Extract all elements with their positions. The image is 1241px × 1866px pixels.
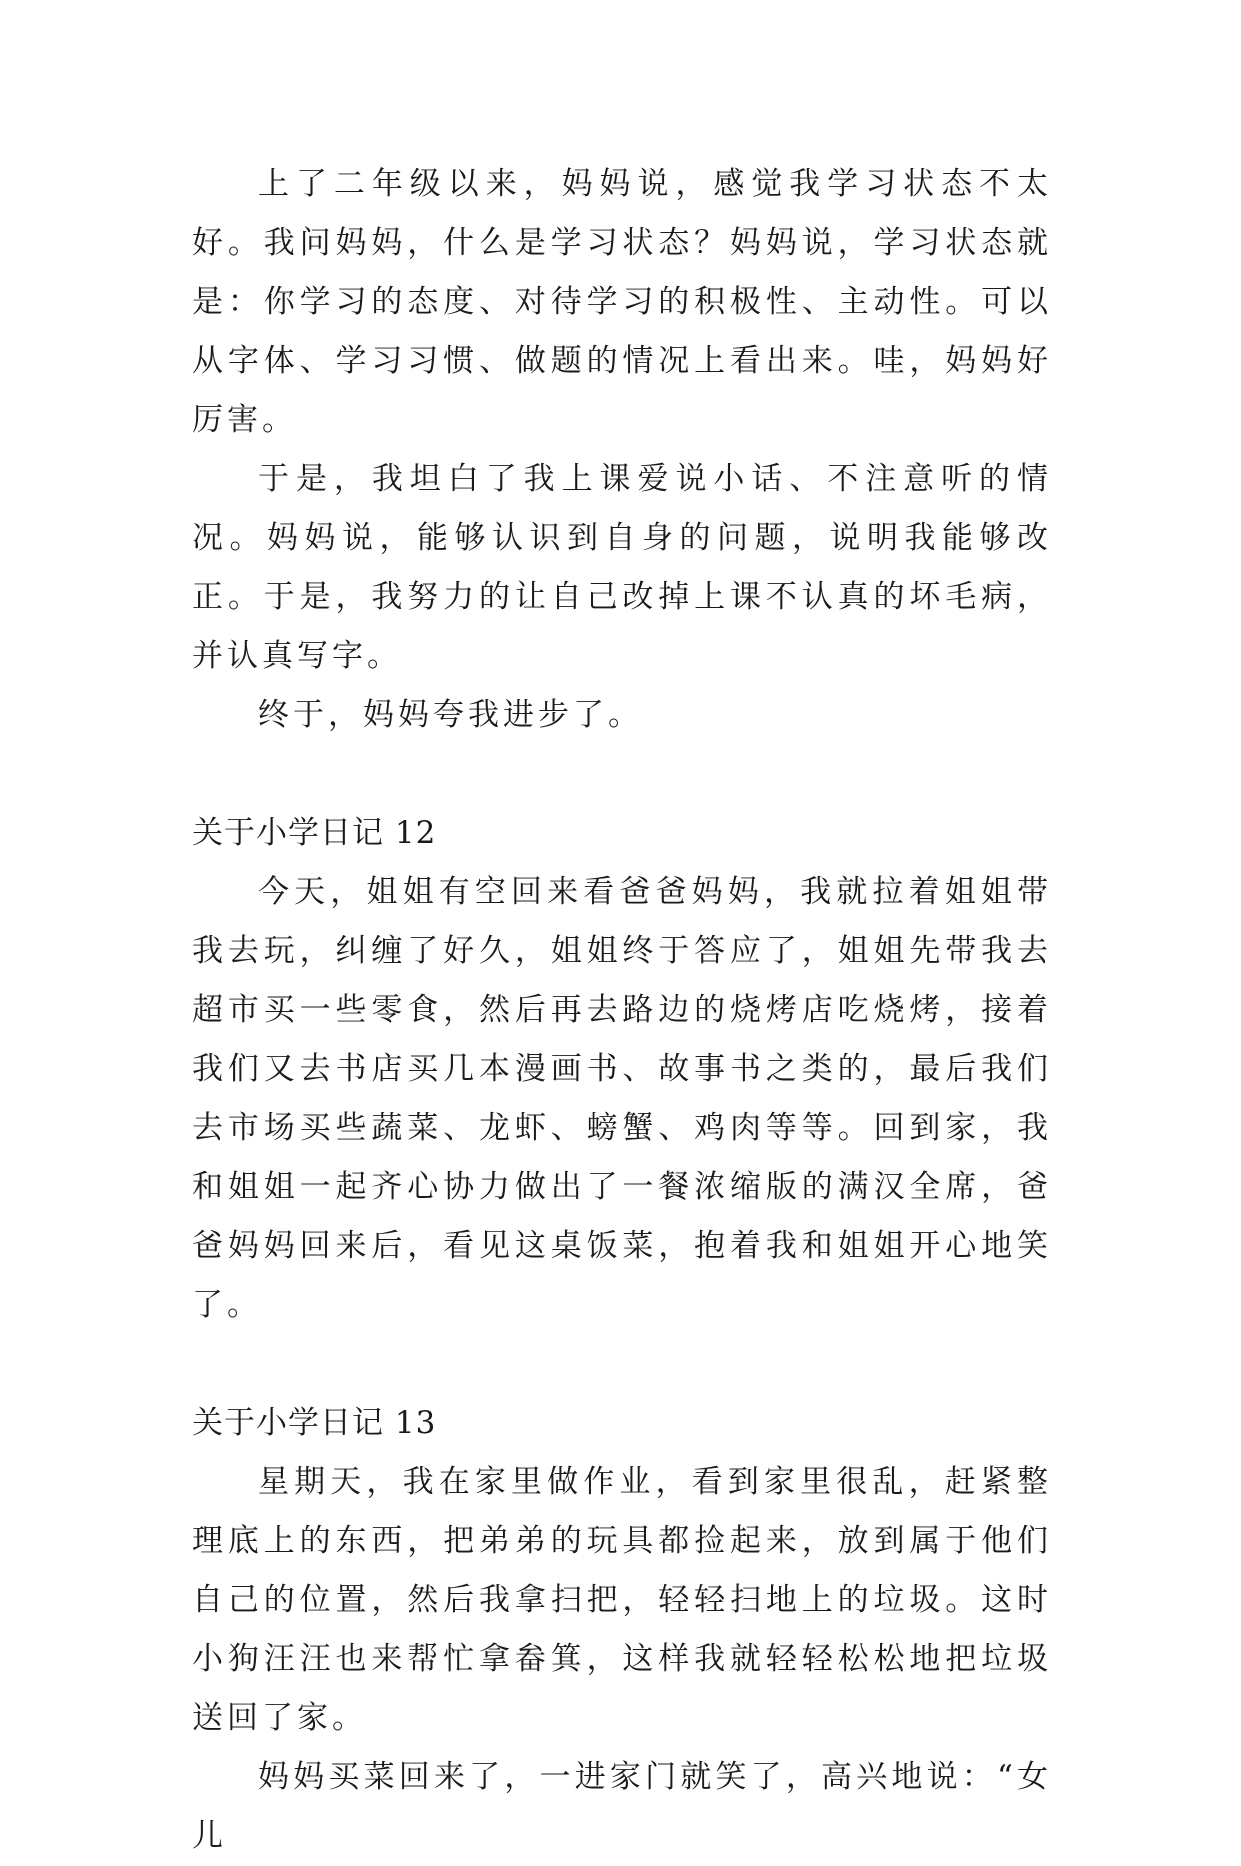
- section-gap: [192, 1335, 1052, 1394]
- paragraph: 于是，我坦白了我上课爱说小话、不注意听的情况。妈妈说，能够认识到自身的问题，说明我能够改正。于是，我努力的让自己改掉上课不认真的坏毛病，并认真写字。: [192, 461, 1052, 674]
- paragraph: 星期天，我在家里做作业，看到家里很乱，赶紧整理底上的东西，把弟弟的玩具都捡起来，放到属于他们自己的位置，然后我拿扫把，轻轻扫地上的垃圾。这时小狗汪汪也来帮忙拿畚箕，这样我就轻轻松松地把垃圾送回了家。: [192, 1464, 1052, 1736]
- document-body: [192, 155, 1052, 1866]
- paragraph: 上了二年级以来，妈妈说，感觉我学习状态不太好。我问妈妈，什么是学习状态？妈妈说，学习状态就是：你学习的态度、对待学习的积极性、主动性。可以从字体、学习习惯、做题的情况上看出来。哇，妈妈好厉害。: [192, 166, 1052, 438]
- section-title: 关于小学日记 12: [192, 815, 437, 851]
- paragraph: 终于，妈妈夸我进步了。: [258, 697, 643, 733]
- paragraph: 妈妈买菜回来了，一进家门就笑了，高兴地说：“女儿: [192, 1759, 1052, 1854]
- paragraph: 今天，姐姐有空回来看爸爸妈妈，我就拉着姐姐带我去玩，纠缠了好久，姐姐终于答应了，姐姐先带我去超市买一些零食，然后再去路边的烧烤店吃烧烤，接着我们又去书店买几本漫画书、故事书之类的，最后我们去市场买些蔬菜、龙虾、螃蟹、鸡肉等等。回到家，我和姐姐一起齐心协力做出了一餐浓缩版的满汉全席，爸爸妈妈回来后，看见这桌饭菜，抱着我和姐姐开心地笑了。: [192, 874, 1052, 1323]
- section-title: 关于小学日记 13: [192, 1405, 437, 1441]
- section-gap: [192, 745, 1052, 804]
